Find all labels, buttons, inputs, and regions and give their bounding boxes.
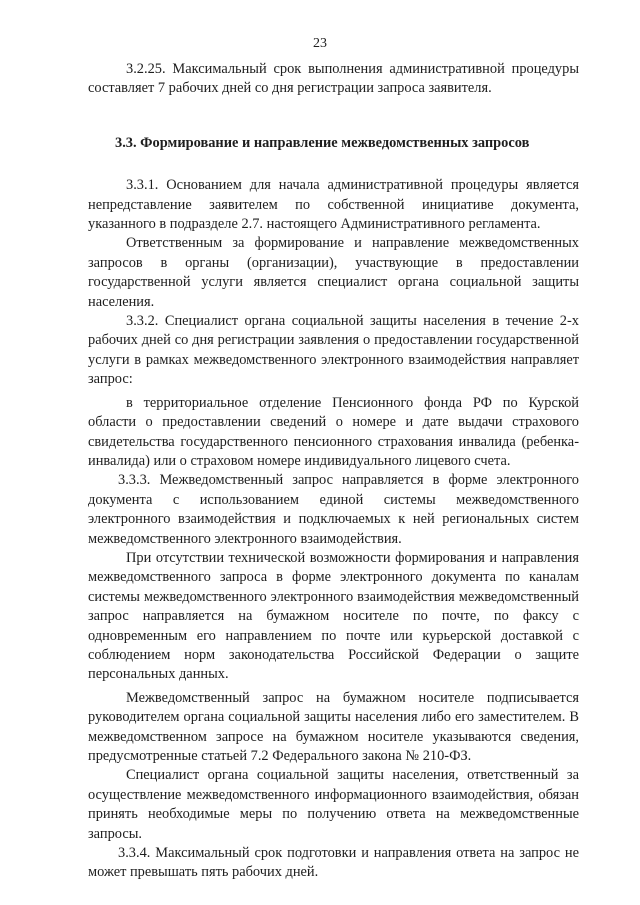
paragraph-pension-fund-request: в территориальное отделение Пенсионного фонда РФ по Курской области о предоставлении сведений о номере и дате выдачи страхового свидетельства государственного пенсионного страхования инвалида (ребенка-инвалида) или о страховом номере индивидуального лицевого счета.: [88, 394, 579, 469]
paragraph-3-2-25: 3.2.25. Максимальный срок выполнения административной процедуры составляет 7 рабочих дней со дня регистрации запроса заявителя.: [88, 61, 579, 97]
paragraph-3-3-4: 3.3.4. Максимальный срок подготовки и направления ответа на запрос не может превышать пять рабочих дней.: [88, 845, 579, 881]
page-number: 23: [313, 36, 327, 51]
paragraph-specialist-duties: Специалист органа социальной защиты населения, ответственный за осуществление межведомственного информационного взаимодействия, обязан принять необходимые меры по получению ответа на межведомственные запросы.: [88, 767, 579, 842]
document-body: [88, 60, 579, 883]
paragraph-responsible-specialist: Ответственным за формирование и направление межведомственных запросов в органы (организации), участвующие в предоставлении государственной услуги является специалист органа социальной защиты населения.: [88, 235, 579, 310]
paragraph-3-3-1: 3.3.1. Основанием для начала административной процедуры является непредставление заявителем по собственной инициативе документа, указанного в подразделе 2.7. настоящего Административного регламента.: [88, 177, 579, 233]
paragraph-no-technical-possibility: При отсутствии технической возможности формирования и направления межведомственного запроса в форме электронного документа по каналам системы межведомственного электронного взаимодействия межведомственный запрос направляется на бумажном носителе по почте, по факсу с одновременным его направлением по почте или курьерской доставкой с соблюдением норм законодательства Российской Федерации о защите персональных данных.: [88, 549, 579, 683]
section-heading-3-3: 3.3. Формирование и направление межведомственных запросов: [115, 134, 530, 151]
paragraph-3-3-2: 3.3.2. Специалист органа социальной защиты населения в течение 2-х рабочих дней со дня регистрации заявления о предоставлении государственной услуги в рамках межведомственного электронного взаимодействия направляет запрос:: [88, 313, 579, 388]
paragraph-3-3-3: 3.3.3. Межведомственный запрос направляется в форме электронного документа с использованием единой системы межведомственного электронного взаимодействия и подключаемых к ней региональных систем межведомственного электронного взаимодействия.: [88, 472, 579, 547]
paragraph-paper-request-signing: Межведомственный запрос на бумажном носителе подписывается руководителем органа социальной защиты населения либо его заместителем. В межведомственном запросе на бумажном носителе указываются сведения, предусмотренные статьей 7.2 Федерального закона № 210-ФЗ.: [88, 689, 579, 764]
